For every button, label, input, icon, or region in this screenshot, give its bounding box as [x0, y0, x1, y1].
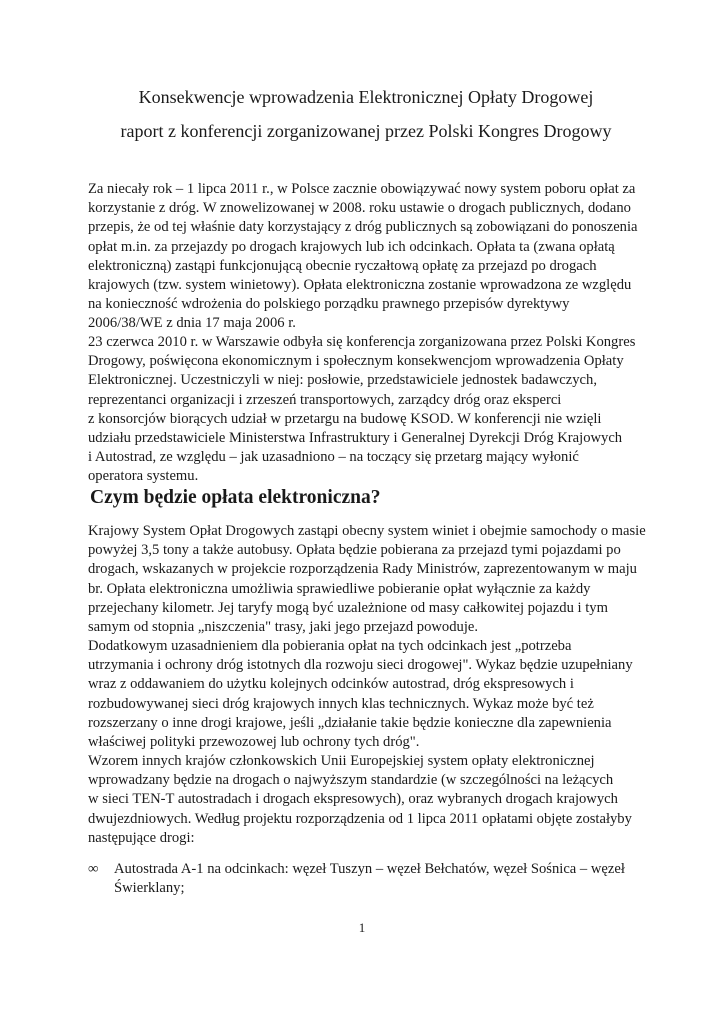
text-line: przejechany kilometr. Jej taryfy mogą być uzależnione od masy całkowitej pojazdu i tym [88, 599, 608, 616]
document-title: Konsekwencje wprowadzenia Elektronicznej Opłaty Drogowej [138, 87, 594, 107]
conference-paragraph [88, 333, 644, 487]
text-line: na konieczność wdrożenia do polskiego porządku prawnego przepisów dyrektywy [88, 296, 570, 313]
intro-paragraph [88, 180, 644, 334]
text-line: Krajowy System Opłat Drogowych zastąpi obecny system winiet i obejmie samochody o masie [88, 523, 646, 539]
text-line: opłat m.in. za przejazdy po drogach krajowych lub ich odcinkach. Opłata ta (zwana opłatą [88, 238, 615, 255]
text-line: wraz z oddawaniem do użytku kolejnych odcinków autostrad, dróg ekspresowych i [88, 676, 574, 693]
text-line: Wzorem innych krajów członkowskich Unii Europejskiej system opłaty elektronicznej [88, 753, 595, 769]
text-line: 2006/38/WE z dnia 17 maja 2006 r. [88, 315, 296, 332]
text-line: rozszerzany o inne drogi krajowe, jeśli „działanie takie będzie konieczne dla zapewnienia [88, 714, 612, 731]
text-line: samym od stopnia „niszczenia" trasy, jaki jego przejazd powoduje. [88, 619, 478, 636]
text-line: korzystanie z dróg. W znowelizowanej w 2008. roku ustawie o drogach publicznych, dodano [88, 200, 631, 217]
text-line: Dodatkowym uzasadnieniem dla pobierania opłat na tych odcinkach jest „potrzeba [88, 638, 572, 654]
document-subtitle: raport z konferencji zorganizowanej przez Polski Kongres Drogowy [120, 121, 612, 141]
text-line: rozbudowywanej sieci dróg krajowych innych klas technicznych. Wykaz może być też [88, 695, 594, 712]
text-line: udziału przedstawiciele Ministerstwa Infrastruktury i Generalnej Dyrekcji Dróg Krajowych [88, 430, 623, 447]
text-line: dwujezdniowych. Według projektu rozporządzenia od 1 lipca 2011 opłatami objęte zostałyby [88, 810, 632, 827]
system-description-paragraph [88, 522, 644, 637]
text-line: Autostrada A-1 na odcinkach: węzeł Tuszyn – węzeł Bełchatów, węzeł Sośnica – węzeł [114, 861, 625, 877]
text-line: operatora systemu. [88, 468, 199, 485]
text-line: następujące drogi: [88, 829, 195, 846]
bullet-text [114, 860, 644, 898]
text-line: powyżej 3,5 tony a także autobusy. Opłata będzie pobierana za przejazd tymi pojazdami po [88, 542, 621, 559]
eu-model-paragraph [88, 752, 644, 848]
text-line: i Autostrad, ze względu – jak uzasadniono – na toczący się przetarg mający wyłonić [88, 449, 579, 466]
text-line: z konsorcjów biorących udział w przetargu na budowę KSOD. W konferencji nie wzięli [88, 410, 602, 427]
text-line: reprezentanci organizacji i zrzeszeń transportowych, zarządcy dróg oraz eksperci [88, 391, 562, 408]
text-line: elektroniczną) zastąpi funkcjonującą obecnie ryczałtową opłatę za przejazd po drogach [88, 257, 597, 274]
text-line: utrzymania i ochrony dróg istotnych dla rozwoju sieci drogowej". Wykaz będzie uzupełniany [88, 657, 633, 674]
text-line: br. Opłata elektroniczna umożliwia sprawiedliwe pobieranie opłat wyłącznie za każdy [88, 580, 591, 597]
text-line: przepis, że od tej właśnie daty korzystający z dróg publicznych są zobowiązani do ponoszenia [88, 219, 638, 236]
text-line: Drogowy, poświęcona ekonomicznym i społecznym konsekwencjom wprowadzenia Opłaty [88, 353, 624, 370]
text-line: wprowadzany będzie na drogach o najwyższym standardzie (w szczególności na leżących [88, 772, 614, 789]
text-line: w sieci TEN-T autostradach i drogach ekspresowych), oraz wybranych drogach krajowych [88, 791, 618, 808]
page-number: 1 [358, 920, 366, 935]
text-line: drogach, wskazanych w projekcie rozporządzenia Rady Ministrów, zaprezentowanym w maju [88, 561, 637, 578]
text-line: właściwej polityki przewozowej lub ochrony tych dróg". [88, 734, 420, 751]
text-line: Świerklany; [114, 880, 185, 897]
justification-paragraph [88, 637, 644, 752]
text-line: krajowych (tzw. system winietowy). Opłata elektroniczna zostanie wprowadzona ze względu [88, 277, 632, 294]
text-line: Elektronicznej. Uczestniczyli w niej: posłowie, przedstawiciele jednostek badawczych, [88, 372, 597, 389]
text-line: Za niecały rok – 1 lipca 2011 r., w Polsce zacznie obowiązywać nowy system poboru opłat za [88, 181, 636, 197]
section-heading: Czym będzie opłata elektroniczna? [90, 487, 381, 508]
text-line: 23 czerwca 2010 r. w Warszawie odbyła się konferencja zorganizowana przez Polski Kongres [88, 334, 636, 350]
infinity-bullet-icon: ∞ [88, 861, 99, 877]
